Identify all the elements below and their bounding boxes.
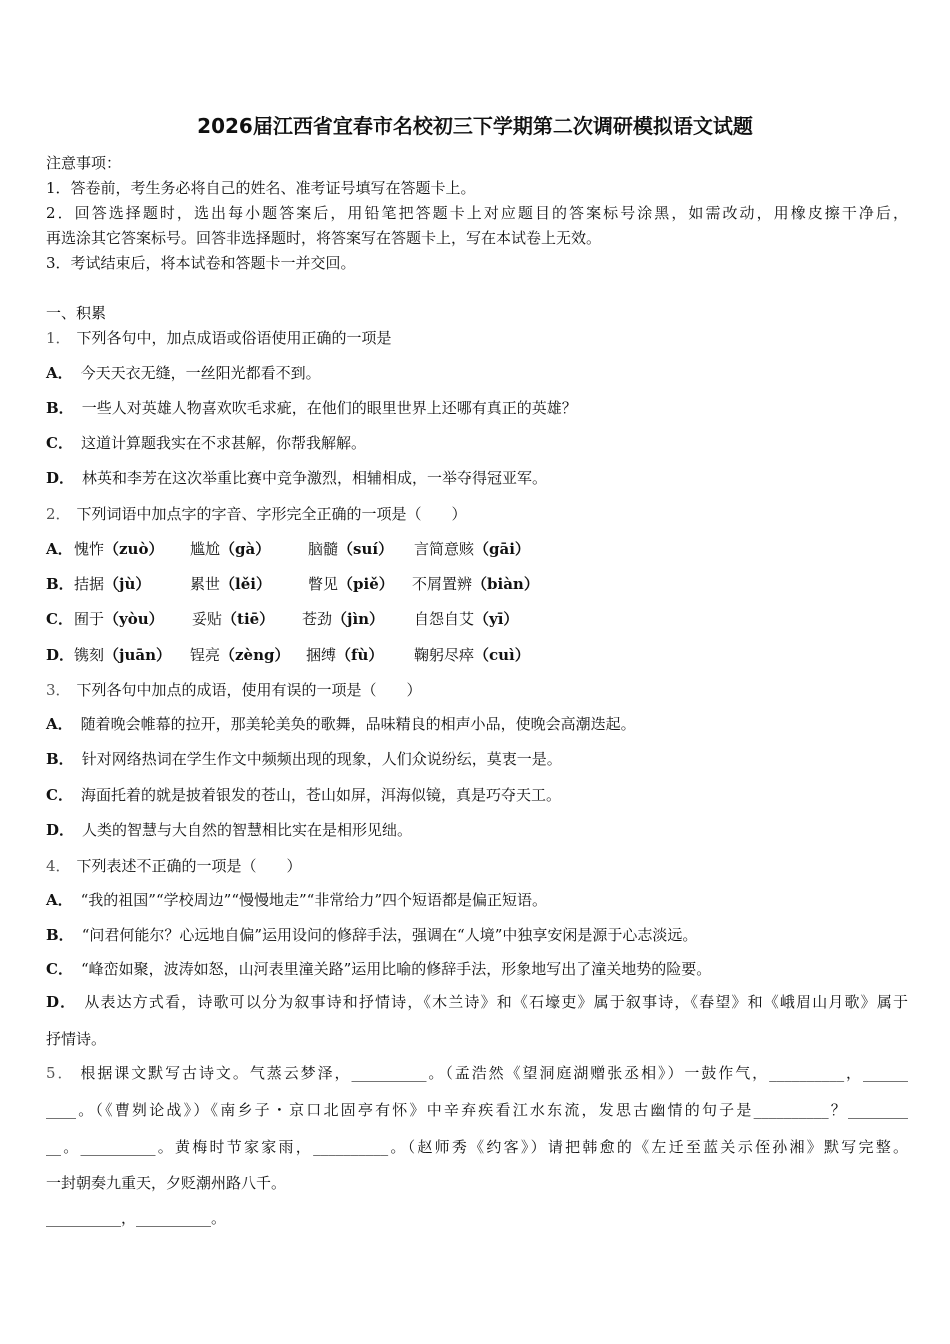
- q1-option-c: [46, 432, 366, 453]
- question-5-line-2: ____。（《曹刿论战》）《南乡子・京口北固亭有怀》中辛弃疾看江水东流，发思古幽情的句子是__________？________: [46, 1101, 908, 1119]
- question-number: 3．: [46, 681, 71, 699]
- q4-option-d: [46, 991, 908, 1012]
- option-text: 这道计算题我实在不求甚解，你帮我解解。: [80, 434, 366, 452]
- q2-word: 言简意赅（gāi）: [414, 540, 530, 558]
- notice-item-3: 3．考试结束后，将本试卷和答题卡一并交回。: [46, 254, 356, 272]
- question-number: 5．: [46, 1064, 75, 1082]
- question-text: 下列各句中，加点成语或俗语使用正确的一项是: [76, 329, 392, 347]
- option-label: C．: [46, 786, 73, 804]
- option-label: C．: [46, 960, 73, 978]
- q4-option-d-cont: 抒情诗。: [46, 1030, 107, 1048]
- notice-item-2b: 再选涂其它答案标号。回答非选择题时，将答案写在答题卡上，写在本试卷上无效。: [46, 229, 602, 247]
- q2-word: 捆缚（fù）: [306, 646, 384, 664]
- option-label: D．: [46, 469, 75, 487]
- option-label: B．: [46, 926, 74, 944]
- q2-option-c-label: C．: [46, 610, 73, 628]
- question-number: 2．: [46, 505, 71, 523]
- option-text: “峰峦如聚，波涛如怒，山河表里潼关路”运用比喻的修辞手法，形象地写出了潼关地势的险要。: [80, 960, 712, 978]
- question-5-line-3: __。__________。黄梅时节家家雨，__________。（赵师秀《约客》）请把韩愈的《左迁至蓝关示侄孙湘》默写完整。: [46, 1138, 908, 1156]
- q2-option-b-label: B．: [46, 575, 74, 593]
- question-text: 根据课文默写古诗文。气蒸云梦泽，__________。（孟浩然《望洞庭湖赠张丞相》）一鼓作气，__________，______: [80, 1064, 908, 1082]
- question-3-stem: [46, 679, 422, 700]
- option-text: 从表达方式看，诗歌可以分为叙事诗和抒情诗，《木兰诗》和《石壕吏》属于叙事诗，《春望》和《峨眉山月歌》属于: [84, 993, 908, 1011]
- option-label: C．: [46, 434, 73, 452]
- option-text: 人类的智慧与大自然的智慧相比实在是相形见绌。: [82, 821, 413, 839]
- q1-option-a: [46, 362, 321, 383]
- option-label: A．: [46, 364, 73, 382]
- page-title: 2026届江西省宜春市名校初三下学期第二次调研模拟语文试题: [197, 114, 753, 138]
- q2-word: 不屑置辨（biàn）: [412, 575, 539, 593]
- option-text: 随着晚会帷幕的拉开，那美轮美奂的歌舞，品味精良的相声小品，使晚会高潮迭起。: [80, 715, 636, 733]
- question-5-line-1: [46, 1062, 908, 1083]
- q3-option-b: [46, 748, 562, 769]
- option-text: 今天天衣无缝，一丝阳光都看不到。: [80, 364, 321, 382]
- q2-word: 脑髓（suí）: [308, 540, 394, 558]
- q1-option-b: [46, 397, 577, 418]
- option-text: 针对网络热词在学生作文中频频出现的现象，人们众说纷纭，莫衷一是。: [81, 750, 562, 768]
- notice-heading: 注意事项：: [46, 154, 122, 172]
- option-text: 林英和李芳在这次举重比赛中竞争激烈，相辅相成，一举夺得冠亚军。: [82, 469, 548, 487]
- question-5-line-5: __________，__________。: [46, 1209, 227, 1227]
- q2-word: 苍劲（jìn）: [302, 610, 385, 628]
- option-label: D．: [46, 993, 77, 1011]
- q2-word: 尴尬（gà）: [190, 540, 271, 558]
- notice-item-1: 1．答卷前，考生务必将自己的姓名、准考证号填写在答题卡上。: [46, 179, 476, 197]
- q2-option-d-label: D．: [46, 646, 75, 664]
- question-number: 1．: [46, 329, 71, 347]
- notice-item-2a: 2．回答选择题时，选出每小题答案后，用铅笔把答题卡上对应题目的答案标号涂黑，如需改动，用橡皮擦干净后，: [46, 204, 908, 222]
- question-number: 4．: [46, 857, 71, 875]
- question-text: 下列词语中加点字的字音、字形完全正确的一项是（ ）: [76, 505, 467, 523]
- option-label: A．: [46, 715, 73, 733]
- question-text: 下列各句中加点的成语，使用有误的一项是（ ）: [76, 681, 422, 699]
- q2-word: 囿于（yòu）: [74, 610, 164, 628]
- q2-word: 愧怍（zuò）: [74, 540, 164, 558]
- question-text: 下列表述不正确的一项是（ ）: [76, 857, 302, 875]
- option-label: D．: [46, 821, 75, 839]
- q1-option-d: [46, 467, 547, 488]
- option-text: “问君何能尔？心远地自偏”运用设问的修辞手法，强调在“人境”中独享安闲是源于心志淡远。: [81, 926, 698, 944]
- question-5-line-4: 一封朝奏九重天，夕贬潮州路八千。: [46, 1174, 287, 1192]
- q2-option-a-label: A．: [46, 540, 73, 558]
- q2-word: 妥贴（tiē）: [192, 610, 275, 628]
- q3-option-c: [46, 784, 561, 805]
- q2-word: 瞥见（piě）: [308, 575, 394, 593]
- option-label: A．: [46, 891, 73, 909]
- option-text: 一些人对英雄人物喜欢吹毛求疵，在他们的眼里世界上还哪有真正的英雄？: [81, 399, 577, 417]
- q3-option-d: [46, 819, 412, 840]
- section-heading: 一、积累: [46, 304, 107, 322]
- q2-word: 锃亮（zèng）: [190, 646, 290, 664]
- question-2-stem: [46, 503, 467, 524]
- option-text: “我的祖国”“学校周边”“慢慢地走”“非常给力”四个短语都是偏正短语。: [80, 891, 547, 909]
- question-4-stem: [46, 855, 302, 876]
- q2-word: 拮据（jù）: [74, 575, 151, 593]
- q4-option-b: [46, 924, 697, 945]
- q4-option-c: [46, 958, 711, 979]
- question-1-stem: [46, 327, 392, 348]
- q3-option-a: [46, 713, 636, 734]
- option-text: 海面托着的就是披着银发的苍山，苍山如屏，洱海似镜，真是巧夺天工。: [80, 786, 561, 804]
- q2-word: 自怨自艾（yī）: [414, 610, 519, 628]
- q2-word: 镌刻（juān）: [74, 646, 171, 664]
- option-label: B．: [46, 399, 74, 417]
- q2-word: 鞠躬尽瘁（cuì）: [414, 646, 530, 664]
- q2-word: 累世（lěi）: [190, 575, 271, 593]
- option-label: B．: [46, 750, 74, 768]
- q4-option-a: [46, 889, 547, 910]
